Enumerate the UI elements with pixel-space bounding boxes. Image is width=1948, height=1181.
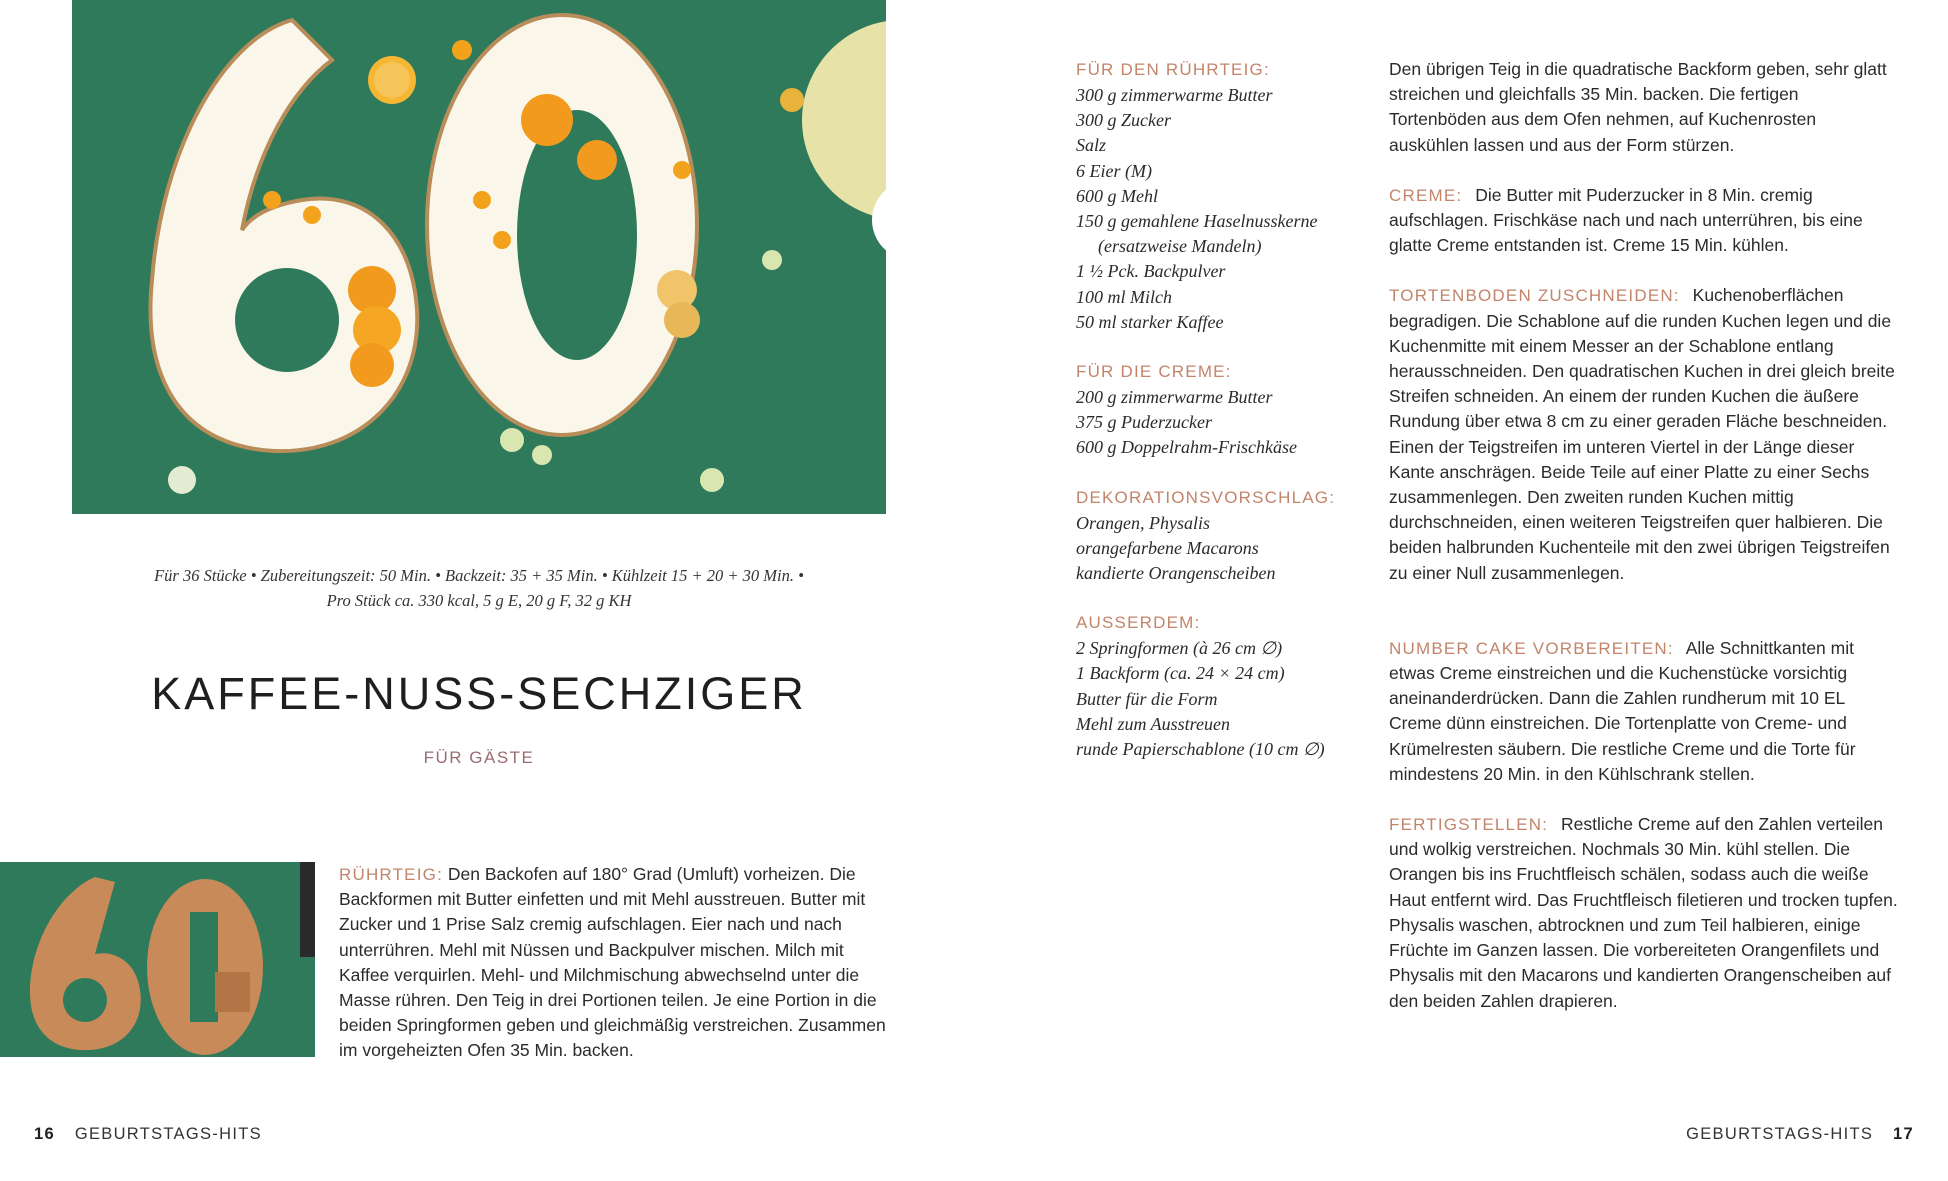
step-text: Restliche Creme auf den Zahlen verteilen und wolkig verstreichen. Nochmals 30 Min. kühl stellen. Die Orangen bis ins Fruchtfleisch schälen, sodass auch die weiße Haut entfernt wird. Das Fruchtfleisch filetieren und trocken tupfen. Physalis waschen, abtrocknen und zum Teil halbieren, einige Früchte im Ganzen lassen. Die vorbereiteten Orangenfilets und Physalis mit den Macarons und kandierten Orangenscheiben auf den beiden Zahlen drapieren. bbox=[1389, 814, 1898, 1011]
recipe-meta bbox=[72, 563, 886, 613]
ingredient-item: 50 ml starker Kaffee bbox=[1076, 311, 1224, 332]
ingredient-group-creme bbox=[1076, 359, 1366, 461]
section-name-right: GEBURTSTAGS-HITS bbox=[1686, 1125, 1874, 1143]
step-fertigstellen bbox=[1389, 812, 1899, 1014]
ingredient-group-heading: FÜR DIE CREME: bbox=[1076, 362, 1232, 382]
intro-text: Den Backofen auf 180° Grad (Umluft) vorheizen. Die Backformen mit Butter einfetten und mit Mehl ausstreuen. Butter mit Zucker und 1 Prise Salz cremig aufschlagen. Eier nach und nach unterrühren. Mehl mit Nüssen und Backpulver mischen. Milch mit Kaffee verquirlen. Mehl- und Milchmischung abwechselnd unter die Masse rühren. Den Teig in drei Portionen teilen. Je eine Portion in die beiden Springformen geben und gleichmäßig verstreichen. Zusammen im vorgeheizten Ofen 35 Min. backen. bbox=[339, 864, 886, 1061]
ingredient-item: 300 g Zucker bbox=[1076, 110, 1171, 131]
recipe-title: KAFFEE-NUSS-SECHZIGER bbox=[151, 668, 807, 719]
ingredient-item: runde Papierschablone (10 cm ∅) bbox=[1076, 739, 1325, 760]
page-number-right: 17 bbox=[1893, 1125, 1914, 1143]
page-number-left: 16 bbox=[34, 1125, 55, 1143]
ingredient-item: kandierte Orangenscheiben bbox=[1076, 563, 1276, 584]
recipe-subtitle: FÜR GÄSTE bbox=[423, 748, 535, 767]
ingredient-item: orangefarbene Macarons bbox=[1076, 537, 1259, 558]
recipe-meta-line2: Pro Stück ca. 330 kcal, 5 g E, 20 g F, 32 g KH bbox=[326, 591, 632, 610]
step-tortenboden bbox=[1389, 283, 1899, 585]
ingredient-group-heading: DEKORATIONSVORSCHLAG: bbox=[1076, 487, 1336, 507]
steps-column bbox=[1389, 57, 1899, 1039]
footer-right bbox=[1686, 1125, 1914, 1144]
ingredient-item: Butter für die Form bbox=[1076, 688, 1218, 709]
step-text: Den übrigen Teig in die quadratische Backform geben, sehr glatt streichen und gleichfalls 35 Min. backen. Die fertigen Tortenböden aus dem Ofen nehmen, auf Kuchenrosten auskühlen lassen und aus der Form stürzen. bbox=[1389, 59, 1887, 155]
footer-left bbox=[34, 1125, 262, 1144]
ingredient-item: Orangen, Physalis bbox=[1076, 512, 1210, 533]
ingredient-item: 1 Backform (ca. 24 × 24 cm) bbox=[1076, 663, 1285, 684]
ingredient-item: 100 ml Milch bbox=[1076, 286, 1172, 307]
ingredient-item: 2 Springformen (à 26 cm ∅) bbox=[1076, 638, 1283, 659]
ingredient-item: Salz bbox=[1076, 135, 1107, 156]
step-label: FERTIGSTELLEN: bbox=[1389, 815, 1549, 835]
ingredient-item: (ersatzweise Mandeln) bbox=[1098, 236, 1262, 257]
recipe-meta-line1: Für 36 Stücke • Zubereitungszeit: 50 Min. • Backzeit: 35 + 35 Min. • Kühlzeit 15 + 20 + 30 Min. • bbox=[154, 566, 804, 585]
ingredient-item: Mehl zum Ausstreuen bbox=[1076, 713, 1230, 734]
step-text: Kuchenoberflächen begradigen. Die Schablone auf die runden Kuchen legen und die Kuchenmitte mit einem Messer an der Schablone entlang herausschneiden. Den quadratischen Kuchen in drei gleich breite Streifen schneiden. An einem der runden Kuchen die äußere Rundung über etwa 8 cm zu einer geraden Fläche beschneiden. Einen der Teigstreifen im unteren Viertel in der Länge dieser Kante anschrägen. Beide Teile auf einer Platte zu einer Sechs zusammenlegen. Den zweiten runden Kuchen mittig durchschneiden, einen weiteren Teigstreifen quer halbieren. Die beiden halbrunden Kuchenteile mit den zwei übrigen Teigstreifen zu einer Null zusammenlegen. bbox=[1389, 285, 1895, 583]
ingredient-item: 200 g zimmerwarme Butter bbox=[1076, 387, 1273, 408]
ingredients-column bbox=[1076, 57, 1366, 786]
step-label: CREME: bbox=[1389, 185, 1463, 205]
cake-layers-photo bbox=[0, 862, 315, 1057]
ingredient-group-heading: FÜR DEN RÜHRTEIG: bbox=[1076, 60, 1270, 79]
ingredient-item: 150 g gemahlene Haselnusskerne bbox=[1076, 211, 1318, 232]
ingredient-item: 1 ½ Pck. Backpulver bbox=[1076, 261, 1226, 282]
section-name-left: GEBURTSTAGS-HITS bbox=[74, 1125, 262, 1143]
ingredient-item: 600 g Doppelrahm-Frischkäse bbox=[1076, 437, 1297, 458]
ingredient-group-dekoration bbox=[1076, 485, 1366, 587]
ingredient-item: 375 g Puderzucker bbox=[1076, 412, 1212, 433]
hero-cake-photo bbox=[72, 0, 886, 514]
intro-label: RÜHRTEIG: bbox=[339, 865, 443, 884]
step-creme bbox=[1389, 183, 1899, 259]
step-label: TORTENBODEN ZUSCHNEIDEN: bbox=[1389, 286, 1680, 306]
ingredient-item: 600 g Mehl bbox=[1076, 185, 1158, 206]
step-continued bbox=[1389, 57, 1899, 158]
ingredient-group-ausserdem bbox=[1076, 610, 1366, 762]
step-text: Alle Schnittkanten mit etwas Creme einstreichen und die Kuchenstücke vorsichtig aneinanderdrücken. Dann die Zahlen rundherum mit 10 EL Creme dünn einstreichen. Die Tortenplatte von Creme- und Krümelresten säubern. Die restliche Creme und die Torte für mindestens 20 Min. in den Kühlschrank stellen. bbox=[1389, 637, 1856, 784]
step-text: Die Butter mit Puderzucker in 8 Min. cremig aufschlagen. Frischkäse nach und nach unterrühren, bis eine glatte Creme entstanden ist. Creme 15 Min. kühlen. bbox=[1389, 184, 1863, 256]
ingredient-item: 6 Eier (M) bbox=[1076, 160, 1152, 181]
step-label: NUMBER CAKE VORBEREITEN: bbox=[1389, 638, 1674, 658]
step-number-cake bbox=[1389, 636, 1899, 787]
ingredient-group-ruehrteig bbox=[1076, 57, 1366, 335]
ingredient-group-heading: AUSSERDEM: bbox=[1076, 613, 1201, 633]
cake-60-illustration bbox=[72, 0, 886, 514]
intro-paragraph bbox=[339, 862, 894, 1064]
cake-layers-illustration bbox=[0, 862, 315, 1057]
ingredient-item: 300 g zimmerwarme Butter bbox=[1076, 85, 1273, 105]
